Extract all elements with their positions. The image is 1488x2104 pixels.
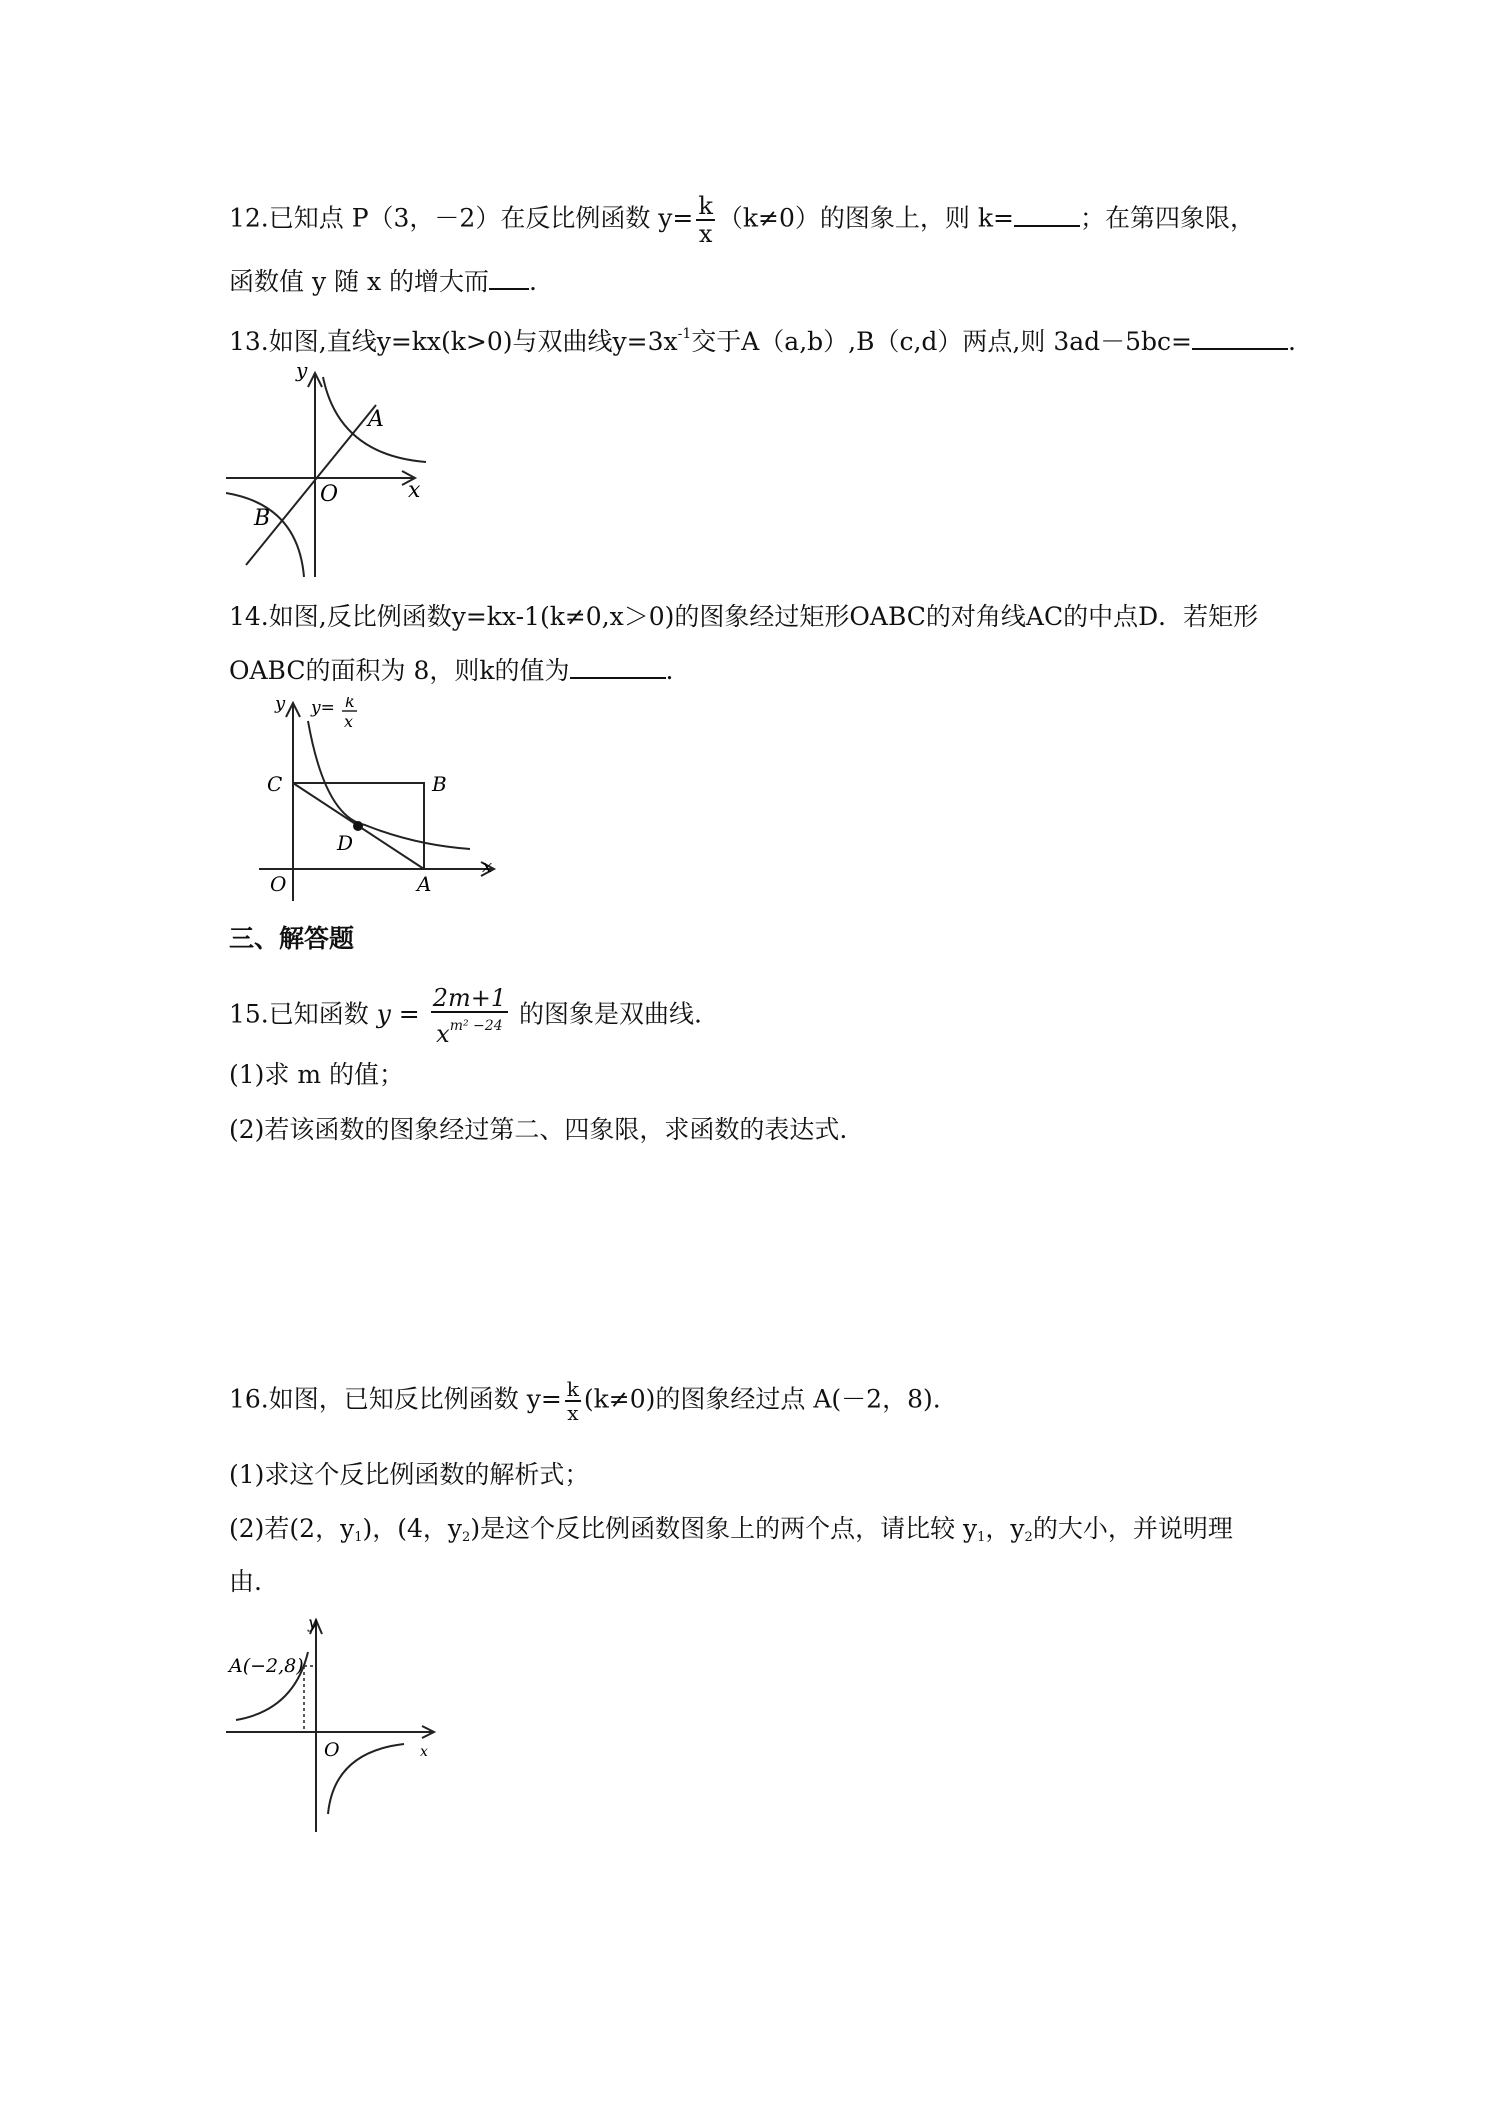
q15-frac-den xyxy=(431,1011,508,1047)
q14-label-a: A xyxy=(417,872,432,896)
q14-text-2: OABC的面积为 8，则k的值为 xyxy=(229,656,570,685)
q12-text-2: （k≠0）的图象上，则 k= xyxy=(717,203,1014,233)
q16-frac-num: k xyxy=(566,1377,579,1401)
q15-sub2: (2)若该函数的图象经过第二、四象限，求函数的表达式. xyxy=(229,1115,848,1144)
q16-line1 xyxy=(229,1378,941,1424)
q14-label-x: x xyxy=(482,856,493,877)
q13-label-b: B xyxy=(254,506,271,531)
q16-text-2: (k≠0)的图象经过点 A(－2，8). xyxy=(583,1384,941,1414)
q14-point-d xyxy=(353,821,363,831)
q15-text-1: 15.已知函数 xyxy=(229,999,377,1029)
q13-text-2: 交于A（a,b）,B（c,d）两点,则 3ad－5bc= xyxy=(691,327,1192,356)
q14-label-eq-num: k xyxy=(345,697,355,711)
q13-superscript: -1 xyxy=(677,326,692,342)
q14-line1 xyxy=(229,600,1258,634)
q12-line2 xyxy=(229,262,537,299)
q16-sub2-e: 的大小，并说明理 xyxy=(1032,1514,1233,1543)
q14-label-c: C xyxy=(267,772,283,796)
q16-sub2-s1: 1 xyxy=(354,1530,363,1545)
q13-end: . xyxy=(1288,327,1296,356)
q12-line1 xyxy=(229,193,1255,247)
q16-sub2-b: )，(4，y xyxy=(362,1514,463,1543)
q16-sub2-s3: 1 xyxy=(977,1530,986,1545)
q15-den-base: x xyxy=(436,1020,450,1048)
q13-label-x: x xyxy=(408,478,421,503)
section-title: 三、解答题 xyxy=(229,924,355,953)
q12-frac-den: x xyxy=(696,219,715,247)
q14-figure xyxy=(255,697,497,903)
q14-label-d: D xyxy=(337,831,354,855)
q14-answer-blank[interactable] xyxy=(570,651,666,679)
q15-y: y xyxy=(376,999,391,1029)
q14-label-o: O xyxy=(270,872,287,896)
q16-fraction xyxy=(565,1378,581,1424)
q13-label-o: O xyxy=(320,482,339,507)
q14-label-b: B xyxy=(432,772,447,796)
q13-label-y: y xyxy=(296,365,308,382)
q16-sub2-line1 xyxy=(229,1512,1233,1555)
q14-label-eq-den: x xyxy=(344,712,354,731)
q15-text-2: 的图象是双曲线. xyxy=(511,999,702,1029)
q15-frac-num: 2m+1 xyxy=(432,984,507,1012)
q15-fraction xyxy=(431,985,508,1047)
q16-sub2-line2: 由. xyxy=(229,1567,262,1596)
q16-sub1: (1)求这个反比例函数的解析式； xyxy=(229,1460,590,1489)
q15-eq: = xyxy=(390,999,428,1029)
q14-label-y: y xyxy=(275,697,286,714)
q12-answer-blank-2[interactable] xyxy=(489,262,529,290)
q16-label-a: A(−2,8) xyxy=(229,1655,304,1677)
q14-graph xyxy=(255,697,497,903)
q15-line1 xyxy=(229,985,702,1047)
q13-line1 xyxy=(229,317,1296,359)
q12-fraction xyxy=(696,193,715,247)
q15-den-exponent: m² −24 xyxy=(449,1018,503,1034)
q12-text-1: 12.已知点 P（3，－2）在反比例函数 y= xyxy=(229,203,694,233)
q12-answer-blank-1[interactable] xyxy=(1014,199,1080,227)
q14-end: . xyxy=(665,656,674,685)
q13-text-1: 13.如图,直线y=kx(k>0)与双曲线y=3x xyxy=(229,327,678,356)
q13-graph xyxy=(226,365,426,577)
q16-sub2-a: (2)若(2，y xyxy=(229,1514,355,1543)
q14-label-eq: y= xyxy=(311,698,335,718)
q16-figure xyxy=(224,1610,446,1834)
q14-line2 xyxy=(229,651,673,688)
q16-frac-den: x xyxy=(565,1400,581,1424)
q16-label-y: y xyxy=(308,1613,318,1632)
q16-sub2-d: ，y xyxy=(985,1514,1025,1543)
q14-text-1: 14.如图,反比例函数y=kx-1(k≠0,x＞0)的图象经过矩形OABC的对角线AC的中点D．若矩形 xyxy=(229,602,1259,631)
q12-text-3: ；在第四象限， xyxy=(1079,203,1255,233)
q16-label-x: x xyxy=(420,1744,428,1760)
q16-sub2-s2: 2 xyxy=(462,1530,471,1545)
q16-sub2-s4: 2 xyxy=(1024,1530,1033,1545)
q12-frac-num: k xyxy=(698,192,713,220)
q16-label-o: O xyxy=(324,1739,340,1761)
q13-label-a: A xyxy=(368,407,384,432)
q12-text-4: 函数值 y 随 x 的增大而 xyxy=(229,267,490,296)
q13-line xyxy=(246,405,376,565)
q16-text-1: 16.如图，已知反比例函数 y= xyxy=(229,1384,562,1414)
q13-figure xyxy=(226,365,426,577)
q12-end: . xyxy=(529,267,537,296)
q13-answer-blank[interactable] xyxy=(1192,322,1288,350)
q16-sub2-c: )是这个反比例函数图象上的两个点，请比较 y xyxy=(470,1514,978,1543)
q15-sub1: (1)求 m 的值； xyxy=(229,1060,405,1089)
q16-graph xyxy=(224,1610,446,1834)
